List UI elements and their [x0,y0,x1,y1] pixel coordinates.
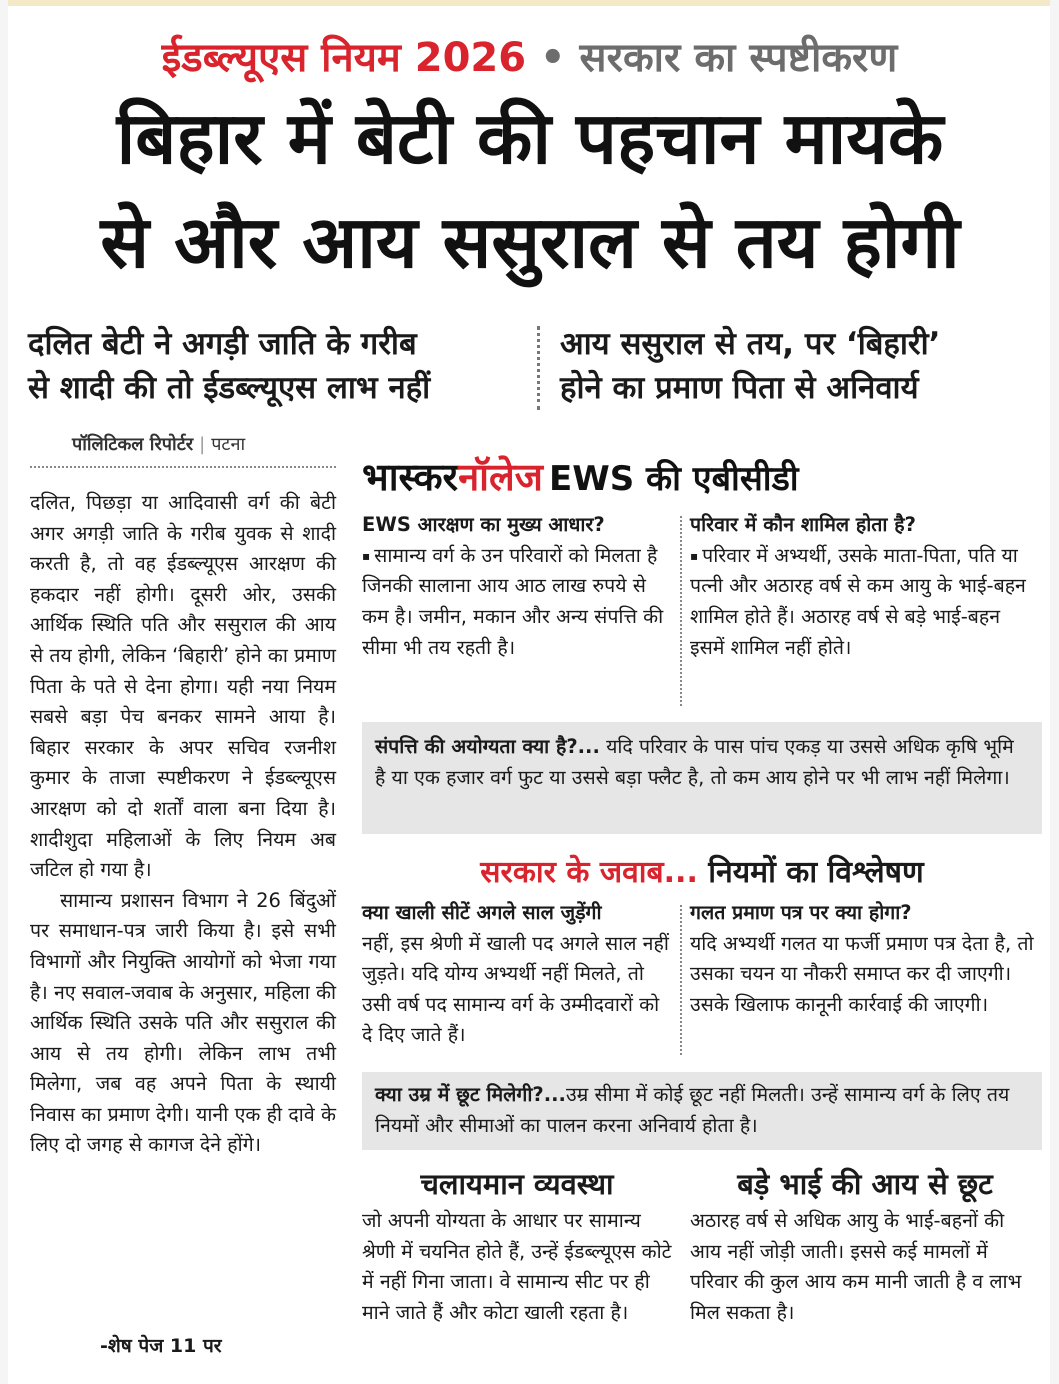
kicker-tag: सरकार का स्पष्टीकरण [579,35,898,81]
bottom-title-left: चलायमान व्यवस्था [420,1167,614,1201]
top-border [0,0,1059,6]
kicker-main: ईडब्ल्यूएस नियम 2026 [161,35,527,81]
answer-question: क्या खाली सीटें अगले साल जुड़ेंगी [362,901,602,924]
subhead-right-line-1: आय ससुराल से तय, पर ‘बिहारी’ [560,326,941,362]
subhead-divider [537,326,540,410]
faq-answer: ▪ सामान्य वर्ग के उन परिवारों को मिलता है जिनकी सालाना आय आठ लाख रुपये से कम है। जमीन, मकान और अन्य संपत्ति की सीमा भी तय रहती है। [362,543,664,659]
answer-divider [680,905,682,1055]
headline [30,86,1030,294]
answer-question: गलत प्रमाण पत्र पर क्या होगा? [690,901,912,924]
faq-item-basis [362,510,670,663]
continued-link[interactable]: -शेष पेज 11 पर [100,1335,222,1357]
subhead-left [28,322,528,410]
faq-question: परिवार में कौन शामिल होता है? [690,513,916,536]
bottom-title-right: बड़े भाई की आय से छूट [737,1167,993,1201]
bullet-icon: ▪ [362,548,371,563]
property-question: संपत्ति की अयोग्यता क्या है?... [375,735,600,758]
age-text [375,1080,1030,1141]
answer-item-certificate [690,898,1040,1020]
byline-rule [30,466,336,468]
kicker-separator: • [540,35,566,81]
byline [72,432,245,456]
kicker [0,32,1059,84]
byline-divider: | [199,434,206,455]
byline-reporter: पॉलिटिकल रिपोर्टर [72,434,194,455]
subhead-right [560,322,1035,410]
subhead-left-line-2: से शादी की तो ईडब्ल्यूएस लाभ नहीं [28,370,431,406]
faq-item-family [690,510,1040,663]
left-margin [0,0,8,1384]
section-header-answers [362,852,1042,894]
right-margin [1050,0,1059,1384]
property-text [375,732,1030,793]
headline-line-2: से और आय ससुराल से तय होगी [100,200,960,284]
property-answer: यदि परिवार के पास पांच एकड़ या उससे अधिक कृषि भूमि है या एक हजार वर्ग फुट या उससे बड़ा फ्लैट है, तो कम आय होने पर भी लाभ नहीं मिलेगा। [375,735,1014,789]
faq-question: EWS आरक्षण का मुख्य आधार? [362,513,605,536]
article-body [30,488,336,1161]
answer-text: नहीं, इस श्रेणी में खाली पद अगले साल नहीं जुड़ते। यदि योग्य अभ्यर्थी नहीं मिलते, तो उसी वर्ष पद सामान्य वर्ग के उम्मीदवारों को दे दिए जाते हैं। [362,931,669,1047]
age-question: क्या उम्र में छूट मिलेगी?... [375,1083,566,1106]
bullet-icon: ▪ [690,548,699,563]
subhead-right-line-2: होने का प्रमाण पिता से अनिवार्य [560,370,919,406]
knowledge-header [362,449,799,513]
faq-divider [680,516,682,706]
answer-text: यदि अभ्यर्थी गलत या फर्जी प्रमाण पत्र देता है, तो उसका चयन या नौकरी समाप्त कर दी जाएगी। उसके खिलाफ कानूनी कार्रवाई की जाएगी। [690,931,1034,1016]
bottom-text-left: जो अपनी योग्यता के आधार पर सामान्य श्रेणी में चयनित होते हैं, उन्हें ईडब्ल्यूएस कोटे में नहीं गिना जाता। वे सामान्य सीट पर ही माने जाते हैं और कोटा खाली रहता है। [362,1209,672,1324]
faq-answer: ▪ परिवार में अभ्यर्थी, उसके माता-पिता, पति या पत्नी और अठारह वर्ष से कम आयु के भाई-बहन शामिल होते हैं। अठारह वर्ष से बड़े भाई-बहन इसमें शामिल नहीं होते। [690,543,1026,659]
knowledge-brand-accent: नॉलेज [458,455,543,499]
byline-place: पटना [211,434,246,455]
knowledge-title: EWS की एबीसीडी [548,459,799,499]
section-title: नियमों का विश्लेषण [697,855,924,890]
knowledge-brand: भास्कर [362,455,459,499]
subhead-left-line-1: दलित बेटी ने अगड़ी जाति के गरीब [28,326,417,362]
article-paragraph-2: सामान्य प्रशासन विभाग ने 26 बिंदुओं पर समाधान-पत्र जारी किया है। इसे सभी विभागों और नियुक्ति आयोगों को भेजा गया है। नए सवाल-जवाब के अनुसार, महिला की आर्थिक स्थिति उसके पति और ससुराल की आय से तय होगी। लेकिन लाभ तभी मिलेगा, जब वह अपने पिता के स्थायी निवास का प्रमाण देगी। यानी एक ही दावे के लिए दो जगह से कागज देने होंगे। [30,888,336,1157]
article-paragraph-1: दलित, पिछड़ा या आदिवासी वर्ग की बेटी अगर अगड़ी जाति के गरीब युवक से शादी करती है, तो वह ईडब्ल्यूएस आरक्षण की हकदार नहीं होगी। दूसरी ओर, उसकी आर्थिक स्थिति पति और ससुराल की आय से तय होगी, लेकिन ‘बिहारी’ होने का प्रमाण पिता के पते से देना होगा। यही नया नियम सबसे बड़ा पेच बनकर सामने आया है। बिहार सरकार के अपर सचिव रजनीश कुमार के ताजा स्पष्टीकरण ने ईडब्ल्यूएस आरक्षण को दो शर्तों वाला बना दिया है। शादीशुदा महिलाओं के लिए नियम अब जटिल हो गया है। [30,491,336,882]
answer-item-vacancy [362,898,672,1051]
headline-line-1: बिहार में बेटी की पहचान मायके [116,96,944,180]
bottom-text-right: अठारह वर्ष से अधिक आयु के भाई-बहनों की आय नहीं जोड़ी जाती। इससे कई मामलों में परिवार की कुल आय कम मानी जाती है व लाभ मिल सकता है। [690,1209,1022,1324]
section-accent: सरकार के जवाब... [480,855,698,890]
age-answer: उम्र सीमा में कोई छूट नहीं मिलती। उन्हें सामान्य वर्ग के लिए तय नियमों और सीमाओं का पालन करना अनिवार्य होता है। [375,1083,1010,1137]
